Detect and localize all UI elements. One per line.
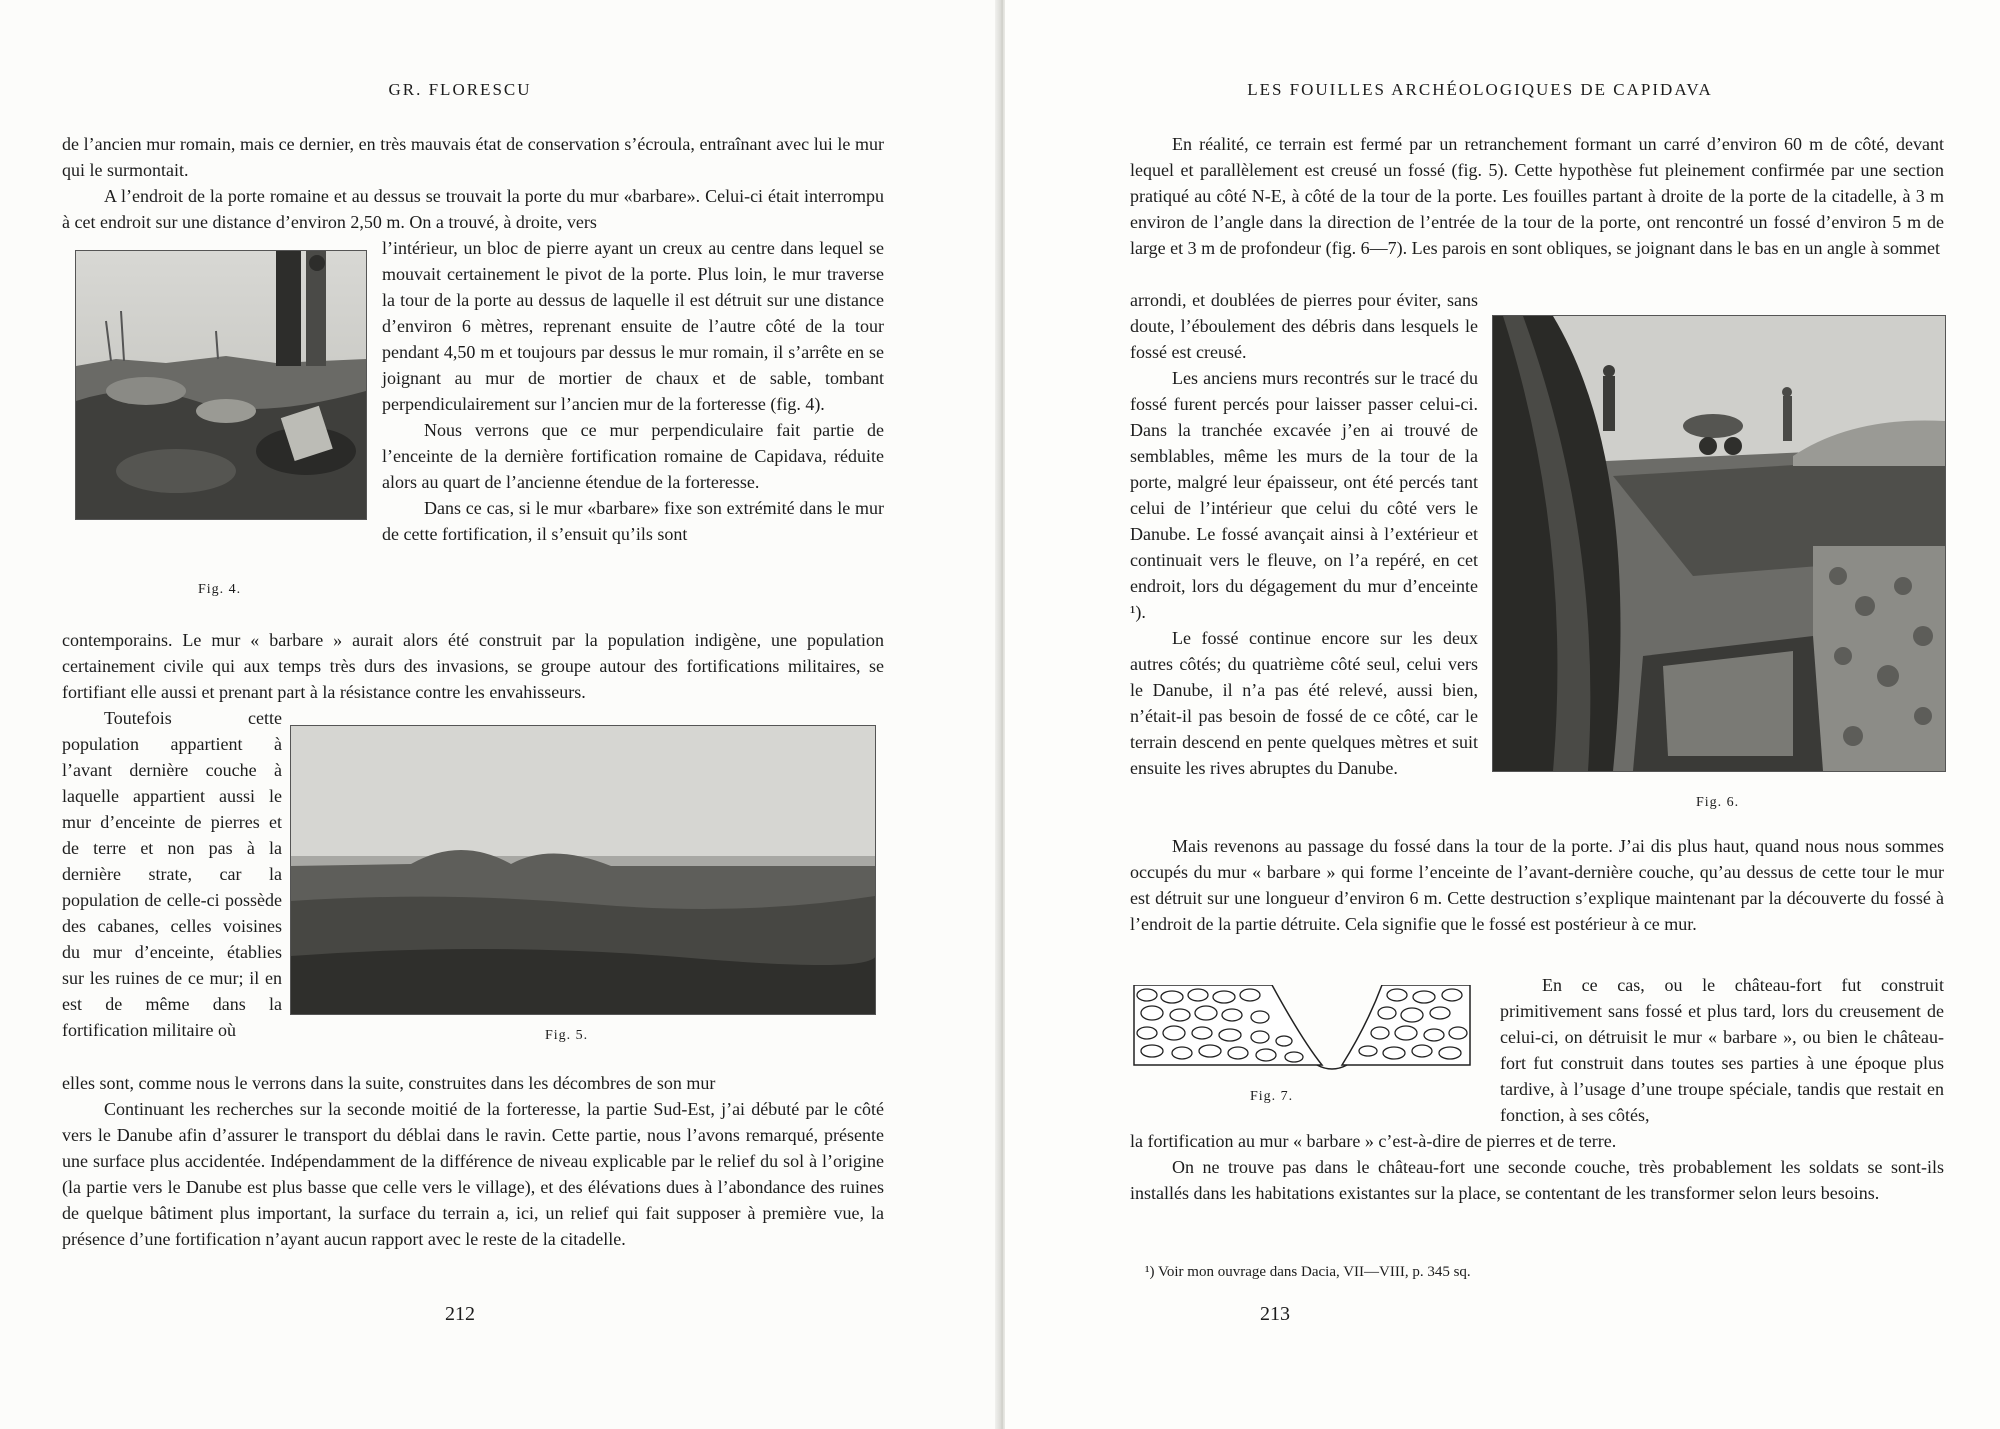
page-number: 213 [1260, 1303, 1290, 1325]
paragraph-text: On ne trouve pas dans le château-fort une seconde couche, très probablement les soldats se sont-ils installés dans les habitations existantes sur la place, se contentant de les transformer selon leurs besoins. [1130, 1157, 1944, 1203]
paragraph [62, 705, 282, 1043]
paragraph-text: Nous verrons que ce mur perpendiculaire fait partie de l’enceinte de la dernière fortification romaine de Capidava, réduite alors au quart de l’ancienne étendue de la forteresse. [382, 420, 884, 492]
fig-4-caption: Fig. 4. [198, 582, 242, 597]
fig-6-photo [1492, 315, 1946, 772]
paragraph [1130, 1128, 1944, 1206]
paragraph [62, 1070, 884, 1252]
footnote: ¹) Voir mon ouvrage dans Dacia, VII—VIII, p. 345 sq. [1145, 1264, 1471, 1280]
paragraph [1130, 131, 1944, 261]
paragraph-text: Continuant les recherches sur la seconde moitié de la forteresse, la partie Sud-Est, j’ai débuté par le côté vers le Danube afin d’assurer le transport du déblai dans le ravin. Cette partie, nous l’avons remarqué, présente une surface plus accidentée. Indépendamment de la différence de niveau explicable par le relief du sol à l’origine (la partie vers le Danube est plus basse que celle vers le village), et des élévations dues à l’abondance des ruines de quelque bâtiment plus important, la surface du terrain a, ici, un relief qui fait supposer à première vue, la présence d’une fortification n’ayant aucun rapport avec le reste de la citadelle. [62, 1099, 884, 1249]
running-head: GR. FLORESCU [388, 80, 532, 99]
paragraph-text: En réalité, ce terrain est fermé par un retranchement formant un carré d’environ 60 m de côté, devant lequel et parallèlement est creusé un fossé (fig. 5). Cette hypothèse fut pleinement confirmée par une section pratiqué au côté N-E, à côté de la tour de la porte. Les fouilles partant à droite de la porte de la citadelle, à 3 m environ de l’angle dans la direction de l’entrée de la tour de la porte, ont rencontré un fossé d’environ 5 m de large et 3 m de profondeur (fig. 6—7). Les parois en sont obliques, se joignant dans le bas en un angle à sommet [1130, 134, 1944, 258]
paragraph-text: Les anciens murs recontrés sur le tracé du fossé furent percés pour laisser passer celui-ci. Dans la tranchée excavée j’en ai trouvé de semblables, même les murs de la tour de la porte, malgré leur épaisseur, ont été percés tant celui de l’intérieur que celui du côté vers le Danube. Le fossé avançait ainsi à l’extérieur et continuait vers le fleuve, on l’a repéré, en cet endroit, lors du dégagement du mur d’enceinte ¹). [1130, 368, 1478, 622]
fig-7-sketch [1132, 985, 1472, 1073]
fig-5-image [291, 726, 875, 1014]
paragraph-text: l’intérieur, un bloc de pierre ayant un creux au centre dans lequel se mouvait certainement le pivot de la porte. Plus loin, le mur traverse la tour de la porte au dessus de laquelle il est détruit sur une distance d’environ 6 mètres, reprenant ensuite de l’autre côté de la tour pendant 4,50 m et toujours par dessus le mur romain, il s’arrête en se joignant au mur de mortier de chaux et de sable, tombant perpendiculairement sur l’ancien mur de la forteresse (fig. 4). [382, 238, 884, 414]
fig-4-image [76, 251, 366, 519]
paragraph-text: la fortification au mur « barbare » c’est-à-dire de pierres et de terre. [1130, 1131, 1617, 1151]
fig-7-caption: Fig. 7. [1250, 1089, 1294, 1104]
paragraph [1500, 972, 1944, 1128]
paragraph-text: A l’endroit de la porte romaine et au dessus se trouvait la porte du mur «barbare». Celui-ci était interrompu à cet endroit sur une distance d’environ 2,50 m. On a trouvé, à droite, vers [62, 186, 884, 232]
fig-7-drawing [1132, 985, 1472, 1073]
paragraph [1130, 287, 1478, 781]
fig-4-photo [75, 250, 367, 520]
paragraph-text: Dans ce cas, si le mur «barbare» fixe son extrémité dans le mur de cette fortification, il s’ensuit qu’ils sont [382, 498, 884, 544]
fig-6-caption: Fig. 6. [1696, 795, 1740, 810]
paragraph [62, 131, 884, 235]
paragraph-text: En ce cas, ou le château-fort fut construit primitivement sans fossé et plus tard, lors du creusement de celui-ci, on détruisit le mur « barbare », ou bien le château-fort fut construit dans toutes ses parties à une époque plus tardive, à l’usage d’une troupe spéciale, tandis que restait en fonction, à ses côtés, [1500, 975, 1944, 1125]
right-page [1005, 0, 2000, 1429]
page-number: 212 [445, 1303, 475, 1325]
paragraph-text: Mais revenons au passage du fossé dans la tour de la porte. J’ai dis plus haut, quand nous nous sommes occupés du mur « barbare » qui forme l’enceinte de l’avant-dernière couche, qu’au dessus de cette tour le mur est détruit sur une longueur d’environ 6 m. Cette destruction s’explique maintenant par la découverte du fossé à l’endroit de la partie détruite. Cela signifie que le fossé est postérieur à ce mur. [1130, 836, 1944, 934]
paragraph [382, 235, 884, 547]
running-head: LES FOUILLES ARCHÉOLOGIQUES DE CAPIDAVA [1247, 80, 1713, 99]
paragraph [1130, 833, 1944, 937]
fig-5-caption: Fig. 5. [545, 1028, 589, 1043]
paragraph-text: Le fossé continue encore sur les deux autres côtés; du quatrième côté seul, celui vers le Danube, il n’a pas été relevé, aussi bien, n’était-il pas besoin de fossé de ce côté, car le terrain descend en pente quelques mètres et suit ensuite les rives abruptes du Danube. [1130, 628, 1478, 778]
fig-6-image [1493, 316, 1945, 771]
paragraph-text: arrondi, et doublées de pierres pour éviter, sans doute, l’éboulement des débris dans lesquels le fossé est creusé. [1130, 290, 1478, 362]
paragraph-text: elles sont, comme nous le verrons dans la suite, construites dans les décombres de son mur [62, 1073, 716, 1093]
paragraph [62, 627, 884, 705]
paragraph-text: de l’ancien mur romain, mais ce dernier, en très mauvais état de conservation s’écroula, entraînant avec lui le mur qui le surmontait. [62, 134, 884, 180]
paragraph-text: Toutefois cette population appartient à l’avant dernière couche à laquelle appartient aussi le mur d’enceinte de pierres et de terre et non pas à la dernière strate, car la population de celle-ci possède des cabanes, celles voisines du mur d’enceinte, établies sur les ruines de ce mur; il en est de même dans la fortification militaire où [62, 708, 282, 1040]
fig-5-photo [290, 725, 876, 1015]
paragraph-text: contemporains. Le mur « barbare » aurait alors été construit par la population indigène, une population certainement civile qui aux temps très durs des invasions, se groupe autour des fortifications militaires, se fortifiant elle aussi et prenant part à la résistance contre les envahisseurs. [62, 630, 884, 702]
